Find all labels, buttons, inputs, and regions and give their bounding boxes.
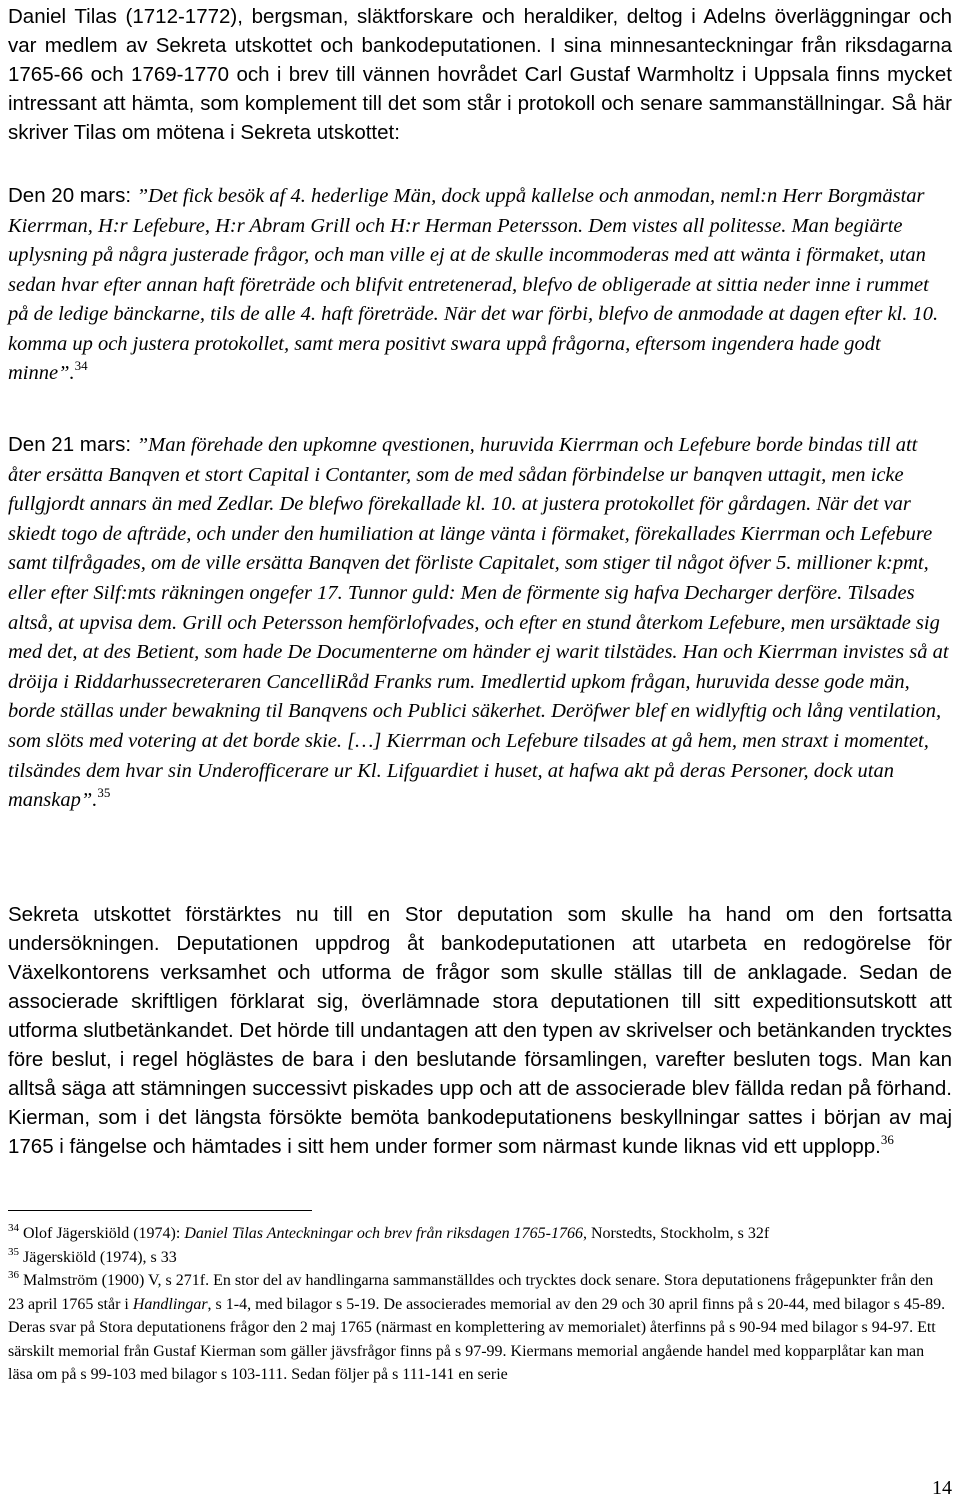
footnote-title: Handlingar [132,1295,208,1313]
intro-paragraph: Daniel Tilas (1712-1772), bergsman, släktforskare och heraldiker, deltog i Adelns överläggningar och var medlem av Sekreta utskottet och bankodeputationen. I sina minnesanteckningar från riksdagarna 1765-66 och 1769-1770 och i brev till vännen hovrådet Carl Gustaf Warmholtz i Uppsala finns mycket intressant att hämta, som komplement till det som står i protokoll och senare sammanställningar. Så här skriver Tilas om mötena i Sekreta utskottet: [8,5,952,144]
entry-quote: ”Man förehade den upkomne qvestionen, huruvida Kierrman och Lefebure borde bindas till att åter ersätta Banqven et stort Capital i Contanter, som de med sådan förbindelse ur banqven uttagit, men icke fullgjordt annars än med Zedlar. De blefwo förekallade kl. 10. at justera protokollet för gårdagen. När det var skiedt togo de afträde, och under den humiliation at länge vänta i förmaket, förekallades Kierrman och Lefebure samt tilfrågades, om de ville ersätta Banqven det förliste Capitalet, som stiger til något öfver 5. millioner k:pmt, eller efter Silf:mts räkningen ongefer 17. Tunnor guld: Men de förmente sig hafva Decharger derföre. Tilsades altså, at upvisa dem. Grill och Petersson hemförlofvades, och efter en stund återkom Lefebure, men ursäktade sig med det, at des Betient, som hade De Documenterne om händer ej warit tilstädes. Han och Kierrman invistes så at dröija i Riddarhussecreteraren CancelliRåd Franks rum. Imedlertid upkom frågan, huruvida desse gode män, borde ställas under bewakning til Banqvens och Publici säkerhet. Deröfwer blef en widlyftig och lång ventilation, som slöts med votering at det borde skie. […] Kierrman och Lefebure tilsades at gå hem, men straxt i momentet, tilsändes dem hvar sin Underofficerare ur Kl. Lifguardiet i huset, at hafwa akt på deras Personer, dock utan manskap”. [8,434,949,812]
body-paragraph [8,900,952,1161]
footnote-text: Olof Jägerskiöld (1974): [23,1225,185,1242]
footnote-text: Jägerskiöld (1974), s 33 [23,1248,177,1266]
tilas-entry-21-march [8,430,952,816]
footnote-text-end: , s 1-4, med bilagor s 5-19. De associerades memorial av den 29 och 30 april finns på s 20-44, med bilagor s 45-89. Deras svar på Stora deputationens frågor den 2 maj 1765 (närmast en komplettering av memorialet) återfinns på s 90-94 med bilagor s 94-97. Ett särskilt memorial från Gustaf Kierman som gäller jävsfrågor finns på s 97-99. Kiermans memorial angående handel med kopparplåtar kan man läsa om på s 99-103 med bilagor s 103-111. Sedan följer på s 111-141 en serie [8,1295,946,1383]
footnote-35 [8,1246,952,1270]
page-number: 14 [932,1477,952,1499]
footnote-ref: 34 [74,358,88,373]
footnote-ref: 35 [97,785,111,801]
footnotes [8,1222,952,1387]
footnote-34 [8,1222,952,1246]
entry-quote: ”Det fick besök af 4. hederlige Män, dock uppå kallelse och anmodan, neml:n Herr Borgmästar Kierrman, H:r Lefebure, H:r Abram Grill och H:r Herman Petersson. Dem vistes all politesse. Man begiärte uplysning på några justerade frågor, och man ville ej at de skulle incommoderas med att wänta i förmaket, utan sedan hvar efter annan haft företräde och blifvit entretenerad, blefvo de obligerade at sittia neder inne i rummet på de ledige bänckarne, tils de alle 4. haft företräde. När det war förbi, blefvo de anmodade at dagen efter kl. 10. komma up och justera protokollet, samt mera positivt swara uppå frågorna, eftersom ingendera hade godt minne”. [8,185,939,384]
footnote-text-end: , Norstedts, Stockholm, s 32f [582,1225,770,1242]
footnote-ref: 36 [880,1132,894,1147]
tilas-entry-20-march [8,181,952,389]
entry-date-label: Den 21 mars: [8,433,137,456]
footnote-number: 35 [8,1245,19,1258]
footnote-36 [8,1269,952,1387]
footnote-separator [8,1210,312,1211]
paragraph-text: Sekreta utskottet förstärktes nu till en Stor deputation som skulle ha hand om den fortsatta undersökningen. Deputationen uppdrog åt bankodeputationen att utarbeta en redogörelse för Växelkontorens verksamhet och utforma de frågor som skulle ställas till de anklagade. Sedan de associerade skriftligen förklarat sig, överlämnade stora deputationen till sitt expeditionsutskott att utforma slutbetänkandet. Det hörde till undantagen att den typen av skrivelser och betänkanden trycktes före beslut, i regel höglästes de bara i den beslutande församlingen, varefter besluten togs. Man kan alltså säga att stämningen successivt piskades upp och att de associerade blev fällda redan på förhand. Kierman, som i det längsta försökte bemöta bankodeputationens beskyllningar sattes i början av maj 1765 i fängelse och hämtades i sitt hem under former som närmast kunde liknas vid ett upplopp. [8,903,952,1158]
footnote-text: Malmström (1900) V, s 271f. En stor del av handlingarna sammanställdes och trycktes dock senare. Stora deputationens frågepunkter från den 23 april 1765 står i [8,1272,934,1313]
footnote-number: 36 [8,1269,19,1281]
footnote-number: 34 [8,1222,19,1234]
footnote-title: Daniel Tilas Anteckningar och brev från riksdagen 1765-1766 [184,1225,583,1242]
entry-date-label: Den 20 mars: [8,184,137,207]
